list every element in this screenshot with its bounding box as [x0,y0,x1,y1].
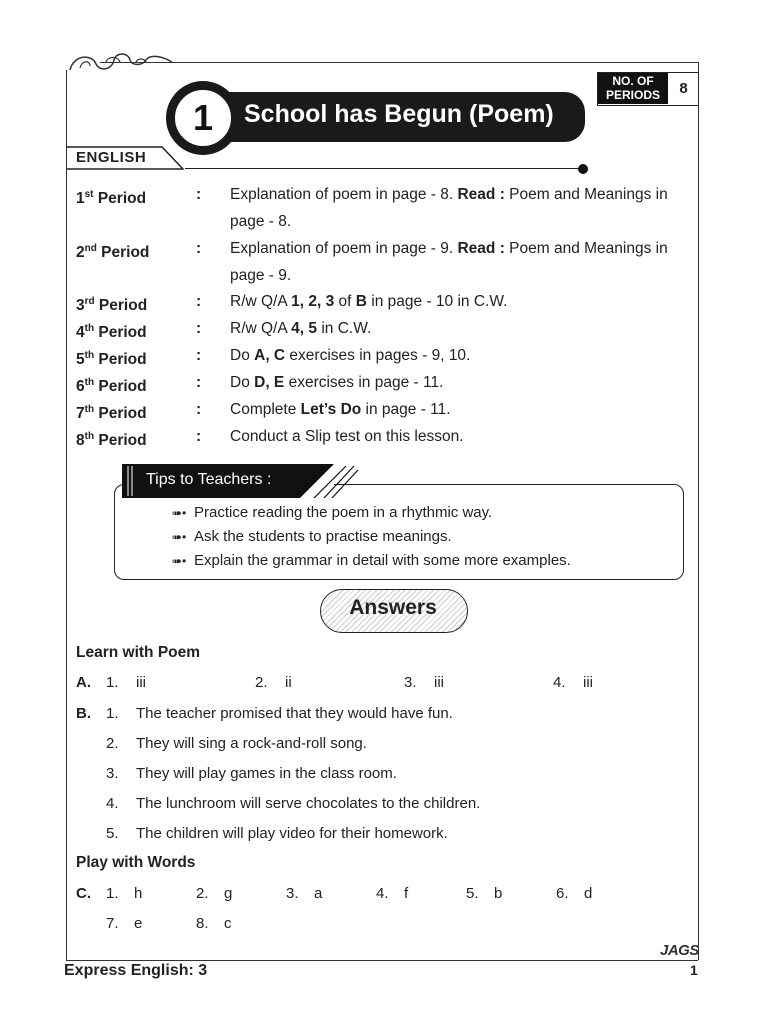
period-word: Period [94,432,147,450]
period-colon: : [196,240,202,257]
answer-c-number: 8. [196,915,209,932]
period-text-part: in C.W. [317,320,372,337]
answer-a-number: 1. [106,674,119,691]
period-text-part: Conduct a Slip test on this lesson. [230,428,464,445]
answer-a-value: iii [434,674,444,691]
periods-count-value: 8 [679,80,688,97]
period-description [230,342,700,369]
answer-c-number: 5. [466,885,479,902]
answer-c-number: 6. [556,885,569,902]
footer-book-title: Express English: 3 [64,962,208,979]
answer-a-value: ii [285,674,292,691]
period-colon: : [196,293,202,310]
answer-c-value: d [584,885,593,902]
answer-b-text: They will play games in the class room. [136,765,397,782]
tip-item [172,552,571,569]
period-text-part: R/w Q/A [230,320,292,337]
period-word: Period [96,244,150,262]
period-number: 2 [76,244,85,262]
period-colon: : [196,428,202,445]
period-word: Period [94,351,147,369]
period-text-part: Explanation of poem in page - 9. [230,240,458,257]
period-text-part: Explanation of poem in page - 8. [230,186,458,203]
period-number: 5 [76,351,85,369]
period-text-part: of [334,293,356,310]
answer-b-label: B. [76,705,91,722]
page-number: 1 [690,962,698,978]
double-arrow-bullet-icon: ➠• [172,554,187,568]
answer-c-value: h [134,885,143,902]
answer-a-number: 4. [553,674,566,691]
period-label [76,235,196,266]
section-play-with-words: Play with Words [76,854,196,871]
period-colon: : [196,186,202,203]
periods-count-label: NO. OF PERIODS [598,73,668,104]
period-number: 7 [76,405,85,423]
subject-label: ENGLISH [76,149,147,166]
answer-c-number: 2. [196,885,209,902]
answer-a-value: iii [583,674,593,691]
tip-text: Practice reading the poem in a rhythmic way. [194,504,493,521]
answer-c-value: g [224,885,233,902]
publisher-logo: JAGS [660,942,699,959]
period-number: 3 [76,297,85,315]
period-text-part: in page - 11. [361,401,451,418]
period-description [230,423,700,450]
period-number: 1 [76,190,85,208]
period-text-part: Poem and Meanings in page - 9. [230,240,668,284]
period-word: Period [93,190,147,208]
period-number: 6 [76,378,85,396]
answer-b-text: The teacher promised that they would have fun. [136,705,453,722]
period-description [230,315,700,342]
period-description [230,181,700,235]
tip-item [172,504,492,521]
answer-c-number: 3. [286,885,299,902]
period-text-part: Do [230,347,255,364]
period-word: Period [94,324,147,342]
lesson-number: 1 [173,88,233,148]
period-colon: : [196,401,202,418]
answers-title: Answers [349,596,437,619]
period-text-part: Read : [457,240,505,257]
period-word: Period [94,378,147,396]
answer-a-value: iii [136,674,146,691]
period-ordinal: th [84,377,95,388]
answer-c-number: 4. [376,885,389,902]
period-text-part: Read : [457,186,505,203]
answer-c-value: e [134,915,143,932]
tips-title: Tips to Teachers : [146,471,272,488]
period-text-part: 4, 5 [291,320,318,337]
tip-item [172,528,452,545]
period-word: Period [94,405,147,423]
period-ordinal: th [84,350,95,361]
period-colon: : [196,347,202,364]
period-label [76,181,196,212]
period-ordinal: th [84,323,95,334]
period-ordinal: nd [84,243,97,254]
period-colon: : [196,374,202,391]
lesson-title: School has Begun (Poem) [244,100,554,128]
period-text-part: exercises in page - 11. [284,374,444,391]
answer-b-number: 2. [106,735,119,752]
answer-c-value: f [404,885,409,902]
answer-b-text: The lunchroom will serve chocolates to the children. [136,795,481,812]
period-description [230,235,700,289]
period-ordinal: rd [84,296,95,307]
section-learn-with-poem: Learn with Poem [76,644,201,661]
period-text-part: exercises in pages - 9, 10. [285,347,471,364]
period-number: 8 [76,432,85,450]
answer-b-text: The children will play video for their homework. [136,825,448,842]
period-word: Period [94,297,148,315]
period-text-part: Let’s Do [300,401,362,418]
answer-a-label: A. [76,674,91,691]
period-text-part: Poem and Meanings in page - 8. [230,186,668,230]
answer-b-number: 3. [106,765,119,782]
tip-text: Explain the grammar in detail with some more examples. [194,552,571,569]
answer-b-number: 4. [106,795,119,812]
period-number: 4 [76,324,85,342]
period-text-part: R/w Q/A [230,293,292,310]
period-ordinal: st [84,189,94,200]
period-description [230,369,700,396]
double-arrow-bullet-icon: ➠• [172,506,187,520]
period-description [230,396,700,423]
answer-a-number: 3. [404,674,417,691]
period-text-part: Complete [230,401,301,418]
frame-bottom-rule [66,960,698,961]
answer-c-value: c [224,915,232,932]
answer-c-value: a [314,885,323,902]
answer-c-number: 1. [106,885,119,902]
period-text-part: B [355,293,367,310]
double-arrow-bullet-icon: ➠• [172,530,187,544]
ornament-swirl [66,48,176,78]
answer-b-text: They will sing a rock-and-roll song. [136,735,367,752]
answer-b-number: 5. [106,825,119,842]
period-text-part: in page - 10 in C.W. [367,293,508,310]
period-text-part: Do [230,374,255,391]
answer-c-value: b [494,885,503,902]
answer-b-number: 1. [106,705,119,722]
answer-c-label: C. [76,885,91,902]
frame-top-rule [100,62,698,63]
period-text-part: D, E [254,374,285,391]
period-text-part: 1, 2, 3 [291,293,335,310]
period-text-part: A, C [254,347,286,364]
period-ordinal: th [84,431,95,442]
period-label [76,423,196,454]
title-underline [185,168,583,169]
period-colon: : [196,320,202,337]
answer-a-number: 2. [255,674,268,691]
tip-text: Ask the students to practise meanings. [194,528,452,545]
frame-left-rule [66,70,67,960]
period-ordinal: th [84,404,95,415]
answer-c-number: 7. [106,915,119,932]
title-underline-dot [578,164,588,174]
period-description [230,288,700,315]
